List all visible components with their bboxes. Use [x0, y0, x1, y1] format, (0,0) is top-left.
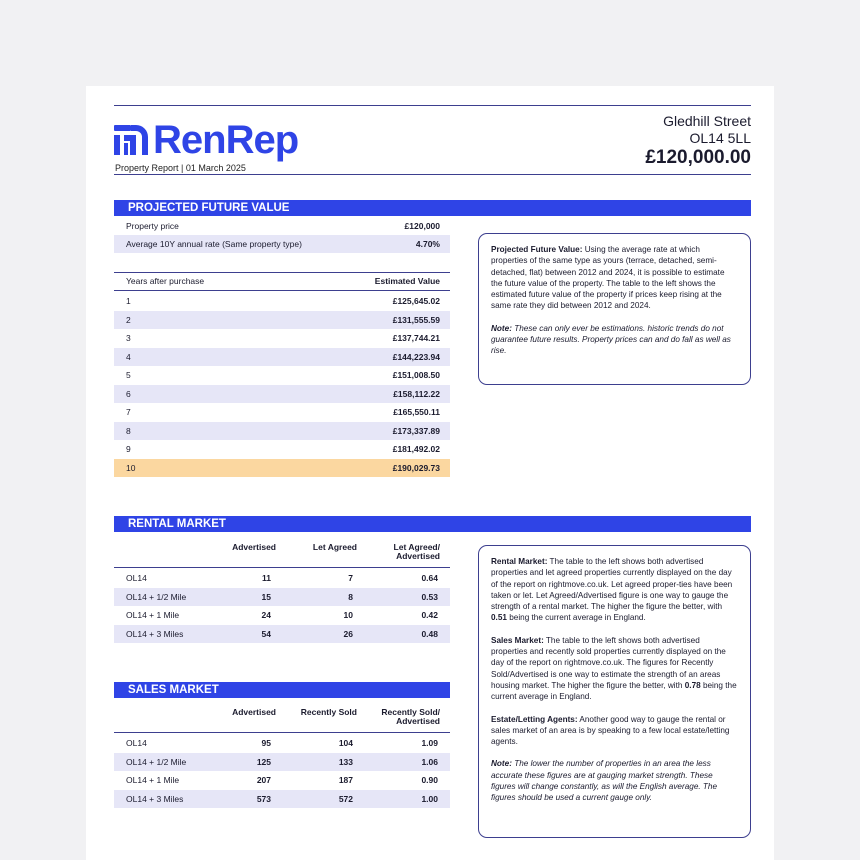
renrep-logo-icon	[114, 125, 148, 155]
year-cell: 8	[126, 425, 131, 436]
header-rule	[114, 174, 751, 175]
column-header-let-agreed: Let Agreed	[312, 542, 357, 552]
area-cell: OL14 + 1 Mile	[126, 775, 180, 785]
table-row	[114, 366, 450, 385]
count-cell: 10	[343, 610, 353, 620]
table-row	[114, 588, 450, 607]
sales-market-explanation: Sales Market: The table to the left shows both advertised properties and recently sold properties currently displayed on the day of the report on rightmove.co.uk. The figures for Recently Sold/Advertised is one way to estimate the strength of an areas housing market. The higher the figure the better, with 0.78 being the current average in England.	[491, 635, 737, 702]
table-row	[114, 292, 450, 311]
advertised-cell: 24	[261, 610, 271, 620]
advertised-cell: 95	[261, 738, 271, 748]
estimated-value-cell: £190,029.73	[392, 462, 440, 473]
brand-name: RenRep	[153, 118, 299, 162]
market-disclaimer: Note: The lower the number of properties in an area the less accurate these figures are at gauging market strength. These figures will change constantly, as will the English average. The figures should be used a current gauge only.	[491, 759, 718, 803]
count-cell: 104	[338, 738, 353, 748]
year-cell: 9	[126, 444, 131, 454]
top-rule	[114, 105, 751, 106]
estimated-value-cell: £165,550.11	[393, 407, 440, 417]
property-price-heading: £120,000.00	[645, 147, 751, 168]
advertised-cell: 11	[262, 573, 271, 583]
advertised-cell: 15	[261, 591, 271, 602]
ratio-cell: 0.90	[421, 775, 438, 785]
estimated-value-cell: £158,112.22	[393, 388, 440, 399]
projected-value-note	[478, 233, 751, 385]
summary-label: Average 10Y annual rate (Same property type)	[126, 239, 302, 249]
estimated-value-cell: £151,008.50	[392, 370, 440, 380]
summary-value: £120,000	[404, 221, 440, 231]
count-cell: 187	[338, 775, 353, 785]
year-cell: 1	[126, 296, 131, 306]
count-cell: 572	[338, 793, 353, 804]
summary-label: Property price	[126, 221, 179, 231]
summary-value: 4.70%	[415, 239, 440, 249]
rental-table-header	[114, 540, 450, 568]
table-row	[114, 440, 450, 459]
projection-table-header	[114, 272, 450, 291]
market-note	[478, 545, 751, 838]
year-cell: 4	[126, 351, 131, 362]
column-header-recently-sold: Recently Sold	[300, 707, 357, 717]
column-header-advertised: Advertised	[232, 707, 276, 717]
summary-row-rate	[114, 235, 450, 253]
ratio-cell: 0.64	[421, 573, 438, 583]
count-cell: 133	[338, 756, 353, 767]
ratio-cell: 0.48	[421, 628, 438, 639]
ratio-cell: 0.42	[421, 610, 438, 620]
count-cell: 26	[343, 628, 353, 639]
table-row	[114, 422, 450, 441]
street-name: Gledhill Street	[663, 113, 751, 129]
rental-market-section-title: RENTAL MARKET	[114, 516, 751, 532]
table-row	[114, 606, 450, 625]
area-cell: OL14 + 1/2 Mile	[126, 591, 187, 602]
ratio-cell: 0.53	[421, 591, 438, 602]
count-cell: 8	[348, 591, 353, 602]
column-header-value: Estimated Value	[374, 276, 440, 286]
table-row	[114, 771, 450, 790]
projected-value-section-title: PROJECTED FUTURE VALUE	[114, 200, 751, 216]
report-subtitle: Property Report | 01 March 2025	[115, 163, 246, 173]
estimated-value-cell: £137,744.21	[392, 333, 440, 343]
advertised-cell: 207	[256, 775, 271, 785]
estimated-value-cell: £173,337.89	[392, 425, 440, 436]
sales-market-section-title: SALES MARKET	[114, 682, 450, 698]
projected-disclaimer: Note: These can only ever be estimations. historic trends do not guarantee future results. Property prices can and do fall as well as rise.	[491, 323, 731, 356]
column-header-years: Years after purchase	[126, 276, 205, 286]
column-header-ratio: Let Agreed/ Advertised	[393, 542, 440, 561]
area-cell: OL14 + 3 Miles	[126, 628, 184, 639]
year-cell: 6	[126, 388, 131, 399]
year-cell: 10	[126, 462, 136, 473]
estimated-value-cell: £144,223.94	[392, 351, 440, 362]
table-row	[114, 348, 450, 367]
table-row	[114, 403, 450, 422]
area-cell: OL14	[126, 573, 147, 583]
area-cell: OL14	[126, 738, 147, 748]
area-cell: OL14 + 3 Miles	[126, 793, 184, 804]
table-row	[114, 459, 450, 478]
ratio-cell: 1.09	[421, 738, 438, 748]
area-cell: OL14 + 1 Mile	[126, 610, 180, 620]
year-cell: 3	[126, 333, 131, 343]
rental-market-explanation: Rental Market: The table to the left shows both advertised properties and let agreed properties currently displayed on the day of the report on rightmove.co.uk. Let agreed proper-ties have been taken or let. Let Agreed/Advertised figure is one way to gauge the strength of a rental market. The higher the figure the better, with 0.51 being the current average in England.	[491, 557, 733, 623]
sales-table-header	[114, 705, 450, 733]
table-row	[114, 385, 450, 404]
estimated-value-cell: £131,555.59	[392, 314, 440, 325]
summary-row-price	[114, 217, 450, 235]
projected-explanation: Projected Future Value: Using the average rate at which properties of the same type as yours (terrace, detached, semi-detached, flat) between 2012 and 2024, it is possible to estimate the future value of the property. The table to the left shows the estimated future value of the property if prices keep rising at the same rate they did between 2012 and 2024.	[491, 245, 725, 311]
ratio-cell: 1.06	[421, 756, 438, 767]
table-row	[114, 311, 450, 330]
brand-logo	[114, 120, 298, 160]
agents-explanation: Estate/Letting Agents: Another good way to gauge the rental or sales market of an area is by speaking to a few local estate/letting agents.	[491, 714, 730, 747]
year-cell: 7	[126, 407, 131, 417]
report-page	[86, 86, 774, 860]
area-cell: OL14 + 1/2 Mile	[126, 756, 187, 767]
advertised-cell: 573	[256, 793, 271, 804]
postcode: OL14 5LL	[689, 130, 751, 146]
ratio-cell: 1.00	[421, 793, 438, 804]
table-row	[114, 753, 450, 772]
estimated-value-cell: £125,645.02	[392, 296, 440, 306]
table-row	[114, 625, 450, 644]
advertised-cell: 54	[261, 628, 271, 639]
advertised-cell: 125	[256, 756, 271, 767]
estimated-value-cell: £181,492.02	[392, 444, 440, 454]
year-cell: 5	[126, 370, 131, 380]
table-row	[114, 734, 450, 753]
table-row	[114, 329, 450, 348]
year-cell: 2	[126, 314, 131, 325]
table-row	[114, 790, 450, 809]
column-header-advertised: Advertised	[232, 542, 276, 552]
table-row	[114, 569, 450, 588]
column-header-ratio: Recently Sold/ Advertised	[381, 707, 440, 726]
count-cell: 7	[348, 573, 353, 583]
